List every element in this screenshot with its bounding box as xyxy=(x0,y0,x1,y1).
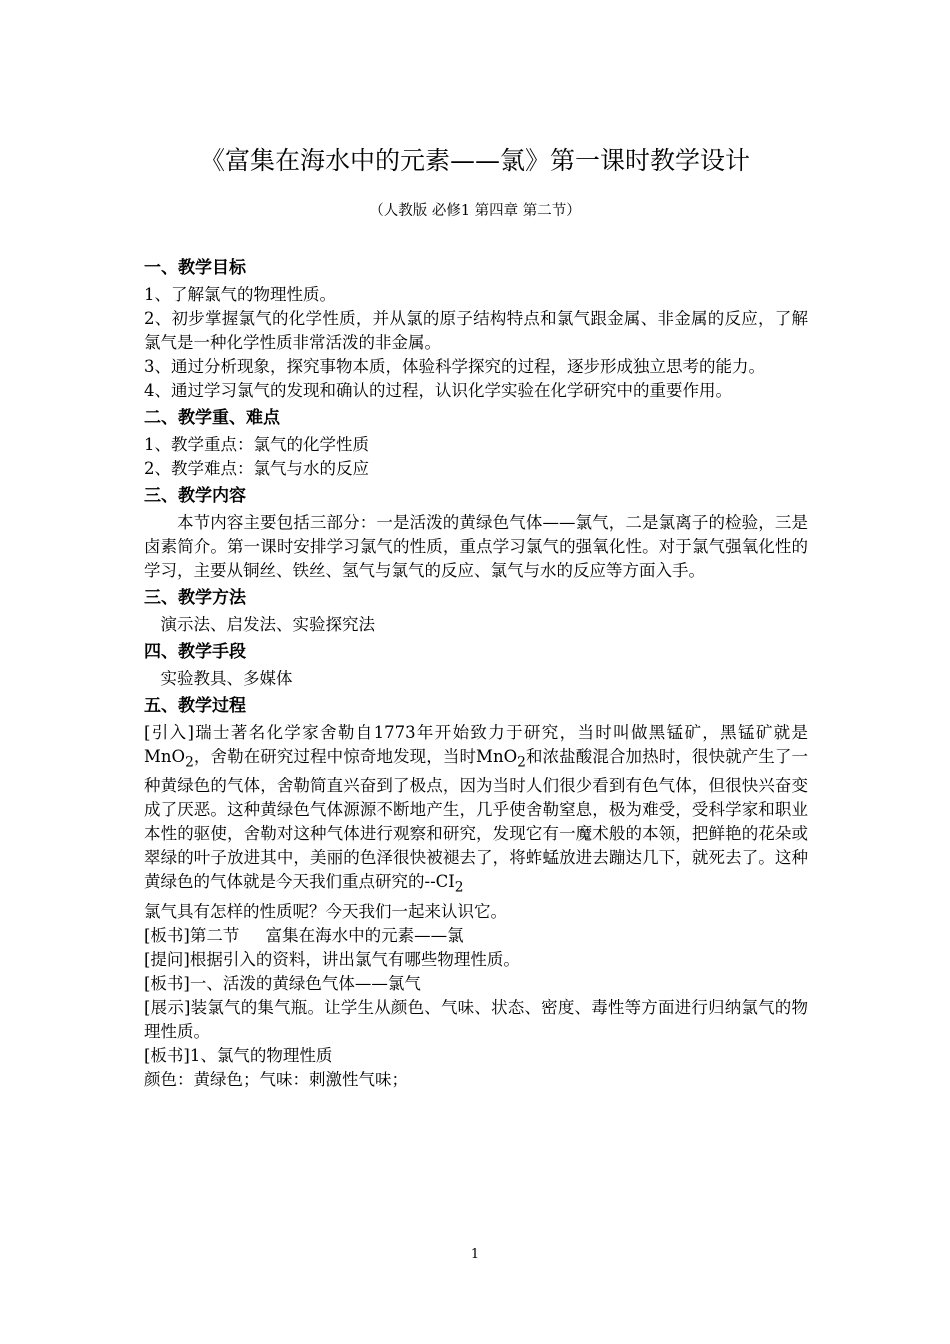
objective-item: 3、通过分析现象，探究事物本质，体验科学探究的过程，逐步形成独立思考的能力。 xyxy=(144,357,765,376)
objective-item: 4、通过学习氯气的发现和确认的过程，认识化学实验在化学研究中的重要作用。 xyxy=(144,381,732,400)
key-point-item: 2、教学难点：氯气与水的反应 xyxy=(144,459,369,478)
document-body xyxy=(144,253,808,1092)
content-paragraph: 本节内容主要包括三部分：一是活泼的黄绿色气体——氯气，二是氯离子的检验，三是卤素简介。第一课时安排学习氯气的性质，重点学习氯气的强氧化性。对于氯气强氧化性的学习，主要从铜丝、铁丝、氢气与氯气的反应、氯气与水的反应等方面入手。 xyxy=(144,513,808,580)
section-heading-means: 四、教学手段 xyxy=(144,642,246,662)
process-line: [板书]第二节 富集在海水中的元素——氯 xyxy=(144,925,464,945)
intro-text-part: ，舍勒在研究过程中惊奇地发现，当时MnO xyxy=(193,747,518,766)
intro-paragraph xyxy=(144,721,808,900)
key-point-item: 1、教学重点：氯气的化学性质 xyxy=(144,435,369,454)
subscript: 2 xyxy=(454,879,464,896)
page-number: 1 xyxy=(470,1247,480,1262)
objective-item: 2、初步掌握氯气的化学性质，并从氯的原子结构特点和氯气跟金属、非金属的反应，了解氯气是一种化学性质非常活泼的非金属。 xyxy=(144,309,808,352)
section-heading-key-points: 二、教学重、难点 xyxy=(144,408,280,428)
process-line: 氯气具有怎样的性质呢？今天我们一起来认识它。 xyxy=(144,901,507,921)
process-line: 颜色：黄绿色；气味：刺激性气味； xyxy=(144,1069,408,1089)
means-text: 实验教具、多媒体 xyxy=(160,669,293,688)
subscript: 2 xyxy=(185,754,194,771)
intro-text-part: [引入]瑞士著名化学家舍勒自1773年开始致力于研究，当时叫做黑锰矿，黑锰矿就是MnO xyxy=(144,723,808,766)
process-line: [提问]根据引入的资料，讲出氯气有哪些物理性质。 xyxy=(144,949,520,969)
process-line: [板书]一、活泼的黄绿色气体——氯气 xyxy=(144,973,421,993)
document-title: 《富集在海水中的元素——氯》第一课时教学设计 xyxy=(199,146,750,175)
document-subtitle: （人教版 必修1 第四章 第二节） xyxy=(369,203,581,219)
section-heading-objectives: 一、教学目标 xyxy=(144,258,246,278)
section-heading-process: 五、教学过程 xyxy=(144,696,246,716)
section-heading-content: 三、教学内容 xyxy=(144,486,246,506)
intro-text-part: 和浓盐酸混合加热时，很快就产生了一种黄绿色的气体，舍勒简直兴奋到了极点，因为当时人们很少看到有色气体，但很快兴奋变成了厌恶。这种黄绿色气体源源不断地产生，几乎使舍勒窒息，极为难受，受科学家和职业本性的驱使，舍勒对这种气体进行观察和研究，发现它有一魔术般的本领，把鲜艳的花朵或翠绿的叶子放进其中，美丽的色泽很快被褪去了，将蚱蜢放进去蹦达几下，就死去了。这种黄绿色的气体就是今天我们重点研究的--CI xyxy=(144,747,808,892)
process-line: [展示]装氯气的集气瓶。让学生从颜色、气味、状态、密度、毒性等方面进行归纳氯气的物理性质。 xyxy=(144,997,808,1041)
section-heading-methods: 三、教学方法 xyxy=(144,588,246,608)
objective-item: 1、了解氯气的物理性质。 xyxy=(144,285,336,304)
subscript: 2 xyxy=(517,754,526,771)
process-line: [板书]1、氯气的物理性质 xyxy=(144,1045,333,1065)
methods-text: 演示法、启发法、实验探究法 xyxy=(160,615,375,634)
